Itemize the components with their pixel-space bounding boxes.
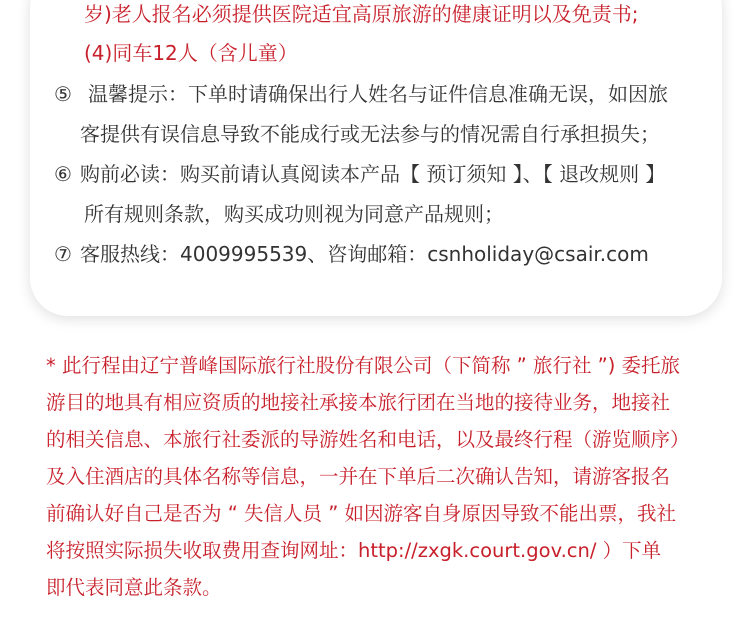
footnote-line: 即代表同意此条款。 — [46, 576, 222, 599]
footnote-line: 前确认好自己是否为 “ 失信人员 ” 如因游客自身原因导致不能出票，我社 — [46, 502, 676, 525]
footnote-line: * 此行程由辽宁普峰国际旅行社股份有限公司（下简称 ” 旅行社 ”) 委托旅 — [46, 354, 681, 377]
item7-text-line1: 客服热线：4009995539、咨询邮箱：csnholiday@csair.com — [80, 242, 649, 266]
item6-text-line2: 所有规则条款，购买成功则视为同意产品规则； — [84, 202, 504, 226]
item6-text-line1: 购前必读：购买前请认真阅读本产品【 预订须知 】、【 退改规则 】 — [80, 162, 666, 186]
item5-marker: ⑤ — [54, 82, 72, 106]
footnote-line-url: 将按照实际损失收取费用查询网址：http://zxgk.court.gov.cn/ ）下单 — [46, 539, 662, 562]
footnote-line: 游目的地具有相应资质的地接社承接本旅行团在当地的接待业务，地接社 — [46, 391, 671, 414]
item7-marker: ⑦ — [54, 242, 72, 266]
item5-text-line1: 温馨提示：下单时请确保出行人姓名与证件信息准确无误，如因旅 — [88, 82, 668, 106]
footnote-line: 的相关信息、本旅行社委派的导游姓名和电话，以及最终行程（游览顺序） — [46, 428, 690, 451]
item6-marker: ⑥ — [54, 162, 72, 186]
age-requirement-text: 岁)老人报名必须提供医院适宜高原旅游的健康证明以及免责书; — [84, 2, 639, 26]
group-size-text: (4)同车12人（含儿童） — [84, 41, 298, 65]
item5-text-line2: 客提供有误信息导致不能成行或无法参与的情况需自行承担损失； — [80, 122, 660, 146]
footnote-line: 及入住酒店的具体名称等信息，一并在下单后二次确认告知，请游客报名 — [46, 465, 671, 488]
